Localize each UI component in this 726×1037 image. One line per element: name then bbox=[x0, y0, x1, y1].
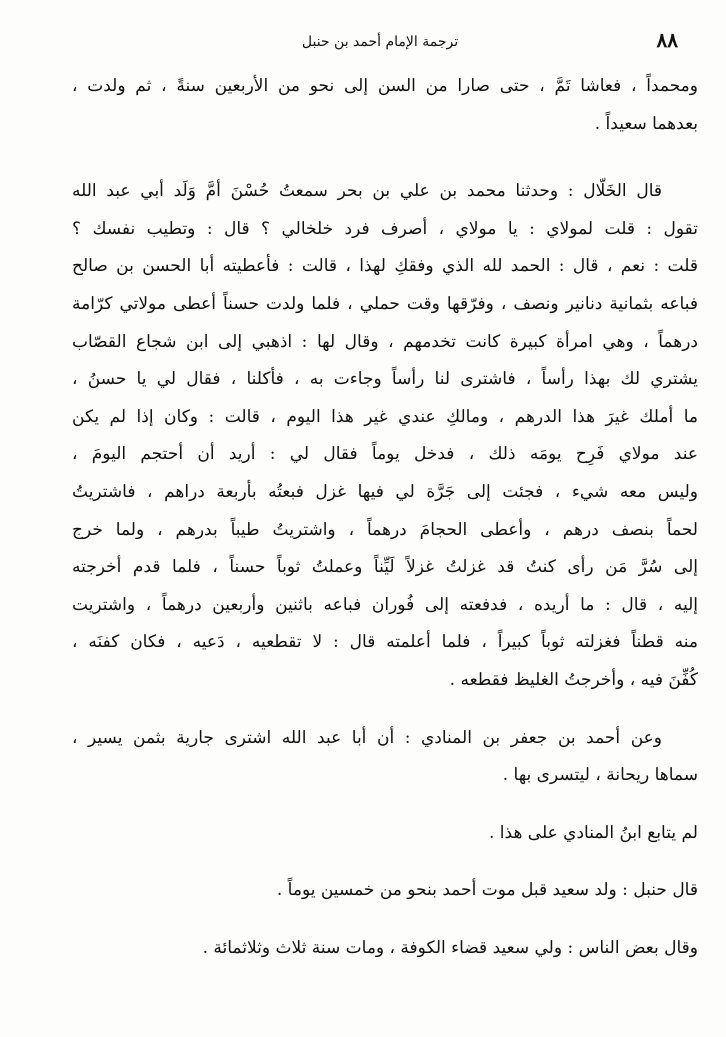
text-line: قال حنبل : ولد سعيد قبل موت أحمد بنحو من خمسين يوماً . bbox=[276, 880, 698, 901]
text-line: سماها ريحانة ، ليتسرى بها . bbox=[502, 765, 698, 786]
paragraph-closing bbox=[72, 930, 698, 968]
text-line: ما أملك غيرَ هذا الدرهم ، ومالكِ عندي غير هذا اليوم ، قالت : وكان إذا لم يكن bbox=[72, 406, 698, 427]
paragraph-khallal-narration bbox=[72, 173, 698, 699]
text-line: قال الخَلّال : وحدثنا محمد بن علي بن بحر سمعتُ حُسْنَ أمَّ وَلَد أبي عبد الله bbox=[72, 181, 662, 202]
running-title: ترجمة الإمام أحمد بن حنبل bbox=[301, 34, 459, 50]
page-header bbox=[60, 28, 700, 58]
text-line: كُفِّنَ فيه ، وأخرجتُ الغليظ فقطعه . bbox=[449, 669, 698, 690]
text-line: يشتري لك بهذا رأساً ، فاشترى لنا رأساً وجاءت به ، فأكلنا ، فقال لي يا حسنُ ، bbox=[72, 369, 698, 390]
body-text bbox=[72, 68, 698, 967]
text-line: وقال بعض الناس : ولي سعيد قضاء الكوفة ، ومات سنة ثلاث وثلاثمائة . bbox=[202, 937, 698, 958]
paragraph-munadi bbox=[72, 720, 698, 795]
paragraph-opening bbox=[72, 68, 698, 143]
text-line: ومحمداً ، فعاشا تَمَّ ، حتى صارا من السن إلى نحو من الأربعين سنةً ، ثم ولدت ، bbox=[72, 76, 698, 96]
text-line: وليس معه شيء ، فجئت إلى جَرَّة لي فيها غزل فبعتُه بأربعة دراهم ، فاشتريتُ bbox=[72, 481, 698, 502]
paragraph-gap bbox=[72, 852, 698, 872]
text-line: وعن أحمد بن جعفر بن المنادي : أن أبا عبد الله اشترى جارية بثمن يسير ، bbox=[72, 727, 662, 748]
paragraph-comment bbox=[72, 815, 698, 853]
paragraph-hanbal bbox=[72, 872, 698, 910]
paragraph-gap bbox=[72, 700, 698, 720]
text-line: لحماً بنصف درهم ، وأعطى الحجامَ درهماً ، واشتريتُ طيباً بدرهم ، ولما خرج bbox=[72, 519, 698, 540]
paragraph-gap bbox=[72, 910, 698, 930]
text-line: فباعه بثمانية دنانير ونصف ، وفرّقها وقت حملي ، فلما ولدت حسناً أعطى مولاتي كرّامة bbox=[72, 293, 698, 314]
text-line: بعدهما سعيداً . bbox=[594, 113, 698, 134]
text-line: إلى سُرَّ مَن رأى كنتُ قد غزلتُ غزلاً لَيِّناً وعملتُ ثوباً حسناً ، فلما قدم أخرجته bbox=[72, 557, 698, 578]
text-line: إليه ، قال : ما أريده ، فدفعته إلى فُوران فباعه باثنين وأربعين درهماً ، واشتريت bbox=[72, 594, 698, 615]
text-line: منه قطناً فغزلته ثوباً كبيراً ، فلما أعلمته قال : لا تقطعيه ، دَعيه ، فكان كفنَه ، bbox=[72, 632, 698, 653]
page-number: ٨٨ bbox=[656, 28, 678, 52]
paragraph-gap bbox=[72, 143, 698, 173]
text-line: درهماً ، وهي امرأة كبيرة كانت تخدمهم ، وقال لها : اذهبي إلى ابن شجاع القصّاب bbox=[72, 331, 698, 352]
text-line: لم يتابع ابنُ المنادي على هذا . bbox=[488, 822, 698, 843]
text-line: قلت : نعم ، قال : الحمد لله الذي وفقكِ لهذا ، قالت : فأعطيته أبا الحسن بن صالح bbox=[72, 256, 698, 277]
paragraph-gap bbox=[72, 795, 698, 815]
text-line: عند مولاي فَرِح يومَه ذلك ، فدخل يوماً فقال لي : أريد أن أحتجم اليومَ ، bbox=[72, 444, 698, 465]
text-line: تقول : قلت لمولاي : يا مولاي ، أصرف فرد خلخالي ؟ قال : وتطيب نفسك ؟ bbox=[72, 218, 698, 239]
